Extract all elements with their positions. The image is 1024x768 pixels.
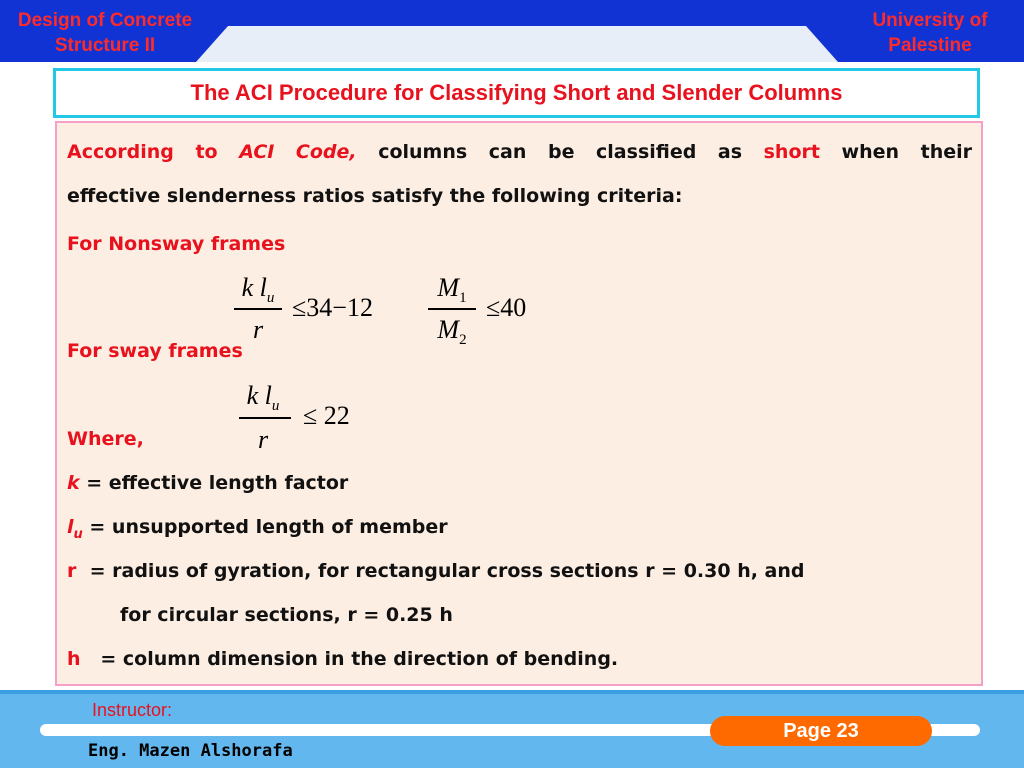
nonsway-heading: For Nonsway frames [67, 233, 286, 255]
instructor-name: Eng. Mazen Alshorafa [88, 741, 293, 761]
content-panel [55, 121, 983, 686]
intro-line-1: According to ACI Code, columns can be classified as short when their [67, 141, 972, 163]
page-number-badge: Page 23 [710, 716, 932, 746]
def-h: h = column dimension in the direction of bending. [67, 648, 619, 670]
course-title: Design of Concrete Structure II [17, 10, 193, 56]
def-r: r = radius of gyration, for rectangular cross sections r = 0.30 h, and [67, 560, 805, 582]
sway-heading: For sway frames [67, 340, 243, 362]
intro-line-2: effective slenderness ratios satisfy the following criteria: [67, 185, 683, 207]
nonsway-equation: k $l_u$ r ≤34−12 $M_1$ $M_2$ ≤40 [232, 273, 562, 353]
sway-equation: k $l_u$ r ≤ 22 [237, 381, 397, 461]
def-lu: $l_u$ = unsupported length of member [67, 516, 448, 542]
instructor-label: Instructor: [92, 700, 173, 720]
slide-title-box [53, 68, 980, 118]
where-label: Where, [67, 428, 144, 450]
university-name: University of Palestine [872, 10, 988, 56]
slide-title: The ACI Procedure for Classifying Short and Slender Columns [190, 80, 843, 105]
def-r-continued: for circular sections, r = 0.25 h [120, 604, 453, 626]
def-k: k = effective length factor [67, 472, 349, 494]
